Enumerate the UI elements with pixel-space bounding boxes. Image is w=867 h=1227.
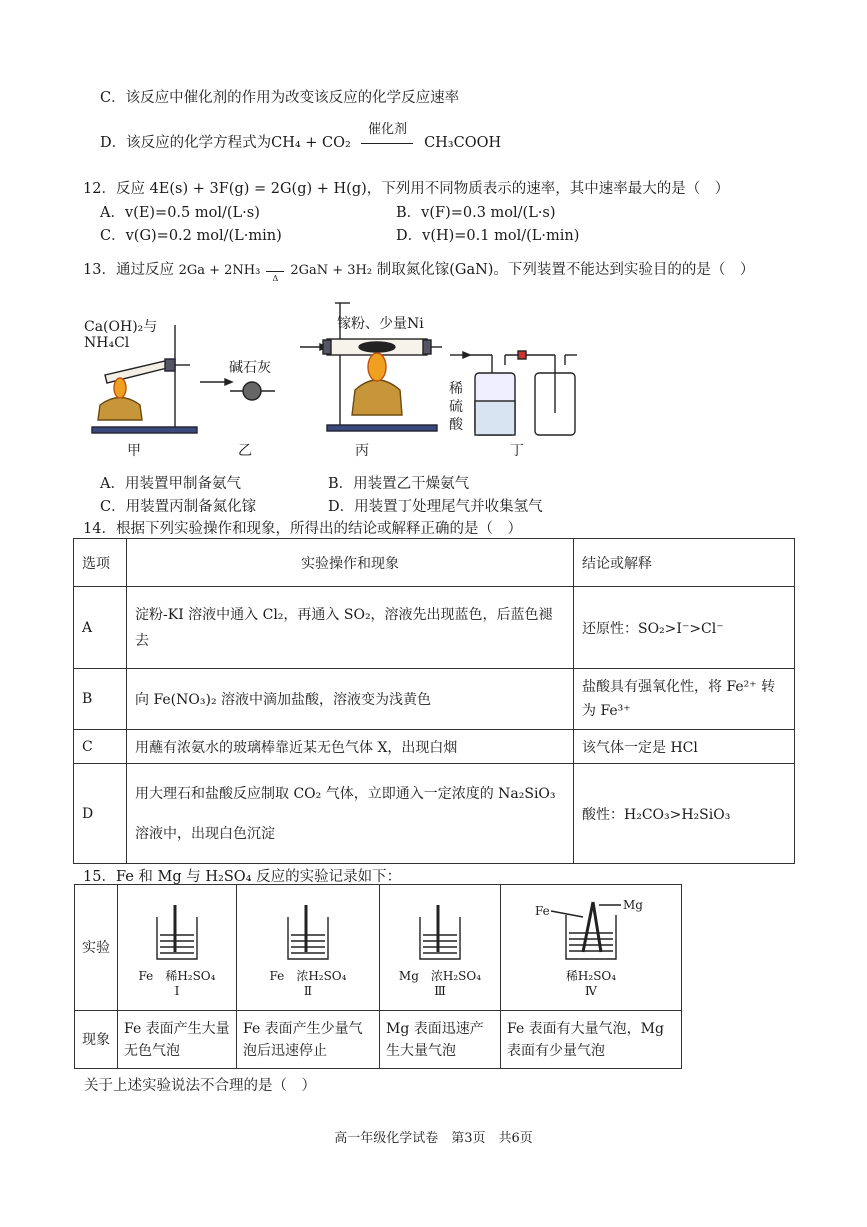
apparatus-name-bing: 丙 (355, 443, 369, 459)
q11-d-right: CH₃COOH (424, 135, 502, 151)
q14-row-conclusion: 盐酸具有强氧化性，将 Fe²⁺ 转为 Fe³⁺ (574, 669, 795, 730)
q14-row-operation: 用蘸有浓氨水的玻璃棒靠近某无色气体 X，出现白烟 (127, 730, 574, 764)
q13-eq-left: 2Ga + 2NH₃ (178, 263, 261, 278)
q14-row-option: D (74, 764, 127, 864)
q15-row-label-experiment: 实验 (75, 885, 118, 1011)
q14-row-option: A (74, 587, 127, 669)
bing-reagent: 镓粉、少量Ni (337, 316, 424, 332)
table-row (74, 730, 795, 764)
q15-exp-1: Fe 稀H₂SO₄ Ⅰ (118, 885, 237, 1011)
q12-stem: 12．反应 4E(s) + 3F(g) = 2G(g) + H(g)，下列用不同物质表示的速率，其中速率最大的是（ ） (83, 181, 730, 197)
ding-reagent-3: 酸 (449, 417, 463, 433)
q11-option-c: C．该反应中催化剂的作用为改变该反应的化学反应速率 (100, 90, 460, 106)
q14-row-operation: 用大理石和盐酸反应制取 CO₂ 气体，立即通入一定浓度的 Na₂SiO₃ 溶液中，出现白色沉淀 (127, 764, 574, 864)
q13-eq-condition: Δ (262, 264, 288, 277)
q14-row-conclusion: 该气体一定是 HCl (574, 730, 795, 764)
q14-stem: 14．根据下列实验操作和现象，所得出的结论或解释正确的是（ ） (83, 521, 522, 537)
q12-option-a: A．v(E)=0.5 mol/(L·s) (100, 205, 260, 221)
q14-header-conclusion: 结论或解释 (574, 539, 795, 587)
apparatus-name-jia: 甲 (127, 443, 141, 459)
q14-table (73, 538, 795, 864)
jia-reagent-line1: Ca(OH)₂与 (84, 319, 158, 335)
q15-question: 关于上述实验说法不合理的是（ ） (84, 1078, 316, 1094)
table-row (74, 764, 795, 864)
q15-table (74, 884, 682, 1069)
ding-reagent-2: 硫 (449, 399, 463, 415)
q15-obs-4: Fe 表面有大量气泡，Mg 表面有少量气泡 (501, 1011, 682, 1069)
q14-row-operation: 向 Fe(NO₃)₂ 溶液中滴加盐酸，溶液变为浅黄色 (127, 669, 574, 730)
jia-reagent-line2: NH₄Cl (84, 335, 130, 351)
q13-option-d: D．用装置丁处理尾气并收集氢气 (328, 499, 543, 515)
table-row (74, 669, 795, 730)
apparatus-name-ding: 丁 (510, 443, 524, 459)
svg-text:Mg: Mg (623, 898, 643, 912)
beaker-icon (258, 897, 358, 967)
q13-option-a: A．用装置甲制备氨气 (100, 476, 241, 492)
beaker-icon (390, 897, 490, 967)
q11-d-left: CH₄ + CO₂ (271, 135, 351, 151)
q14-row-option: C (74, 730, 127, 764)
q11-option-d (100, 122, 502, 152)
q11-d-condition: 催化剂 (357, 135, 417, 151)
q13-option-b: B．用装置乙干燥氨气 (328, 476, 470, 492)
apparatus-name-yi: 乙 (238, 443, 252, 459)
beaker-icon (521, 897, 661, 967)
q15-obs-3: Mg 表面迅速产生大量气泡 (380, 1011, 501, 1069)
ding-reagent-1: 稀 (449, 381, 463, 397)
q15-obs-1: Fe 表面产生大量无色气泡 (118, 1011, 237, 1069)
page-footer: 高一年级化学试卷 第3页 共6页 (334, 1131, 533, 1146)
q12-option-d: D．v(H)=0.1 mol/(L·min) (396, 228, 580, 244)
q14-row-conclusion: 酸性：H₂CO₃>H₂SiO₃ (574, 764, 795, 864)
q12-option-b: B．v(F)=0.3 mol/(L·s) (396, 205, 556, 221)
q15-obs-2: Fe 表面产生少量气泡后迅速停止 (237, 1011, 380, 1069)
q14-row-operation: 淀粉-KI 溶液中通入 Cl₂，再通入 SO₂，溶液先出现蓝色，后蓝色褪去 (127, 587, 574, 669)
q13-eq-right: 2GaN + 3H₂ (290, 263, 373, 278)
q13-option-c: C．用装置丙制备氮化镓 (100, 499, 257, 515)
q15-exp-4: Fe Mg 稀H₂SO₄ Ⅳ (501, 885, 682, 1011)
q14-row-option: B (74, 669, 127, 730)
q12-option-c: C．v(G)=0.2 mol/(L·min) (100, 228, 282, 244)
table-row (74, 587, 795, 669)
q14-header-operation: 实验操作和现象 (127, 539, 574, 587)
q13-stem: 13．通过反应 2Ga + 2NH₃ Δ 2GaN + 3H₂ 制取氮化镓(GaN)。下列装置不能达到实验目的的是（ ） (83, 262, 755, 283)
q11-d-prefix: D．该反应的化学方程式为 (100, 135, 272, 151)
q14-row-conclusion: 还原性：SO₂>I⁻>Cl⁻ (574, 587, 795, 669)
q14-header-option: 选项 (74, 539, 127, 587)
svg-text:Fe: Fe (535, 904, 550, 918)
q15-row-label-observation: 现象 (75, 1011, 118, 1069)
beaker-icon (127, 897, 227, 967)
yi-reagent: 碱石灰 (229, 360, 271, 376)
q15-stem: 15．Fe 和 Mg 与 H₂SO₄ 反应的实验记录如下： (83, 869, 402, 885)
q12-equation: 4E(s) + 3F(g) = 2G(g) + H(g) (149, 181, 367, 197)
q15-exp-2: Fe 浓H₂SO₄ Ⅱ (237, 885, 380, 1011)
q15-exp-3: Mg 浓H₂SO₄ Ⅲ (380, 885, 501, 1011)
